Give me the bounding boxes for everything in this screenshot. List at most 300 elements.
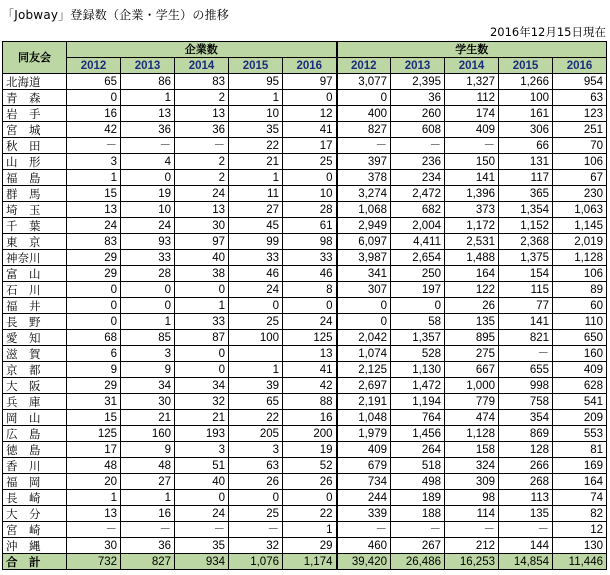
student-count-cell: 779 bbox=[445, 394, 499, 410]
page-title: 「Jobway」登録数（企業・学生）の推移 bbox=[2, 8, 229, 22]
total-label: 合 計 bbox=[3, 554, 67, 570]
student-count-cell: 36 bbox=[391, 90, 445, 106]
company-count-cell: 68 bbox=[67, 330, 121, 346]
student-count-cell: 821 bbox=[499, 330, 553, 346]
company-count-cell: － bbox=[121, 522, 175, 538]
table-row bbox=[3, 394, 607, 410]
year-header: 2015 bbox=[499, 58, 553, 74]
student-count-cell: 2,697 bbox=[337, 378, 391, 394]
student-count-cell: 81 bbox=[553, 442, 607, 458]
company-count-cell: 0 bbox=[175, 362, 229, 378]
student-count-cell: 341 bbox=[337, 266, 391, 282]
prefecture-cell: 宮 城 bbox=[3, 122, 67, 138]
student-count-cell: 123 bbox=[553, 106, 607, 122]
company-count-cell: 65 bbox=[67, 74, 121, 90]
student-count-cell: 373 bbox=[445, 202, 499, 218]
student-count-cell: 113 bbox=[499, 490, 553, 506]
year-header: 2012 bbox=[337, 58, 391, 74]
company-count-cell: － bbox=[121, 138, 175, 154]
company-count-cell: 34 bbox=[175, 378, 229, 394]
student-count-cell: 16,253 bbox=[445, 554, 499, 570]
student-count-cell: 498 bbox=[391, 474, 445, 490]
company-count-cell: 65 bbox=[229, 394, 283, 410]
company-count-cell: 27 bbox=[229, 202, 283, 218]
year-header: 2014 bbox=[175, 58, 229, 74]
student-count-cell: 135 bbox=[445, 314, 499, 330]
student-count-cell: 268 bbox=[499, 474, 553, 490]
prefecture-cell: 秋 田 bbox=[3, 138, 67, 154]
student-count-cell: 628 bbox=[553, 378, 607, 394]
student-count-cell: 409 bbox=[337, 442, 391, 458]
student-count-cell: 117 bbox=[499, 170, 553, 186]
company-count-cell: 2 bbox=[175, 90, 229, 106]
student-count-cell: 234 bbox=[391, 170, 445, 186]
company-count-cell: － bbox=[67, 522, 121, 538]
table-row bbox=[3, 330, 607, 346]
student-count-cell: 251 bbox=[553, 122, 607, 138]
student-count-cell: 827 bbox=[337, 122, 391, 138]
company-count-cell: 42 bbox=[67, 122, 121, 138]
company-count-cell: 32 bbox=[229, 538, 283, 554]
company-count-cell: － bbox=[229, 522, 283, 538]
company-count-cell: 1 bbox=[229, 362, 283, 378]
student-count-cell: 122 bbox=[445, 282, 499, 298]
student-count-cell: 2,531 bbox=[445, 234, 499, 250]
company-count-cell: － bbox=[175, 522, 229, 538]
year-header: 2012 bbox=[67, 58, 121, 74]
company-count-cell: 39 bbox=[229, 378, 283, 394]
company-count-cell: 88 bbox=[283, 394, 337, 410]
company-count-cell: 25 bbox=[283, 154, 337, 170]
prefecture-cell: 石 川 bbox=[3, 282, 67, 298]
prefecture-cell: 香 川 bbox=[3, 458, 67, 474]
company-count-cell: 36 bbox=[121, 538, 175, 554]
student-count-cell: 0 bbox=[391, 298, 445, 314]
student-count-cell: 131 bbox=[499, 154, 553, 170]
company-count-cell: 98 bbox=[283, 234, 337, 250]
student-count-cell: 1,396 bbox=[445, 186, 499, 202]
company-count-cell: 10 bbox=[229, 106, 283, 122]
company-count-cell: 13 bbox=[175, 202, 229, 218]
student-count-cell: 0 bbox=[337, 314, 391, 330]
company-count-cell: 27 bbox=[121, 474, 175, 490]
company-count-cell: 3 bbox=[67, 154, 121, 170]
table-row bbox=[3, 74, 607, 90]
student-count-cell: 1,488 bbox=[445, 250, 499, 266]
company-count-cell: 13 bbox=[67, 506, 121, 522]
company-count-cell: 19 bbox=[121, 186, 175, 202]
student-count-cell: 144 bbox=[499, 538, 553, 554]
student-count-cell: 655 bbox=[499, 362, 553, 378]
student-count-cell: 161 bbox=[499, 106, 553, 122]
student-count-cell: 3,274 bbox=[337, 186, 391, 202]
company-count-cell: 10 bbox=[121, 202, 175, 218]
prefecture-cell: 東 京 bbox=[3, 234, 67, 250]
company-count-cell: 85 bbox=[121, 330, 175, 346]
company-count-cell: 13 bbox=[175, 106, 229, 122]
student-count-cell: 164 bbox=[445, 266, 499, 282]
company-count-cell: 125 bbox=[283, 330, 337, 346]
company-count-cell bbox=[229, 346, 283, 362]
student-count-cell: 1,145 bbox=[553, 218, 607, 234]
company-count-cell: 32 bbox=[175, 394, 229, 410]
company-count-cell: 0 bbox=[229, 298, 283, 314]
company-count-cell: 10 bbox=[283, 186, 337, 202]
student-count-cell: 3,077 bbox=[337, 74, 391, 90]
company-count-cell: 63 bbox=[229, 458, 283, 474]
company-count-cell: 34 bbox=[121, 378, 175, 394]
student-count-cell: 474 bbox=[445, 410, 499, 426]
student-count-cell: 2,042 bbox=[337, 330, 391, 346]
corner-header: 同友会 bbox=[3, 42, 67, 74]
company-count-cell: 6 bbox=[67, 346, 121, 362]
student-count-cell: 378 bbox=[337, 170, 391, 186]
prefecture-cell: 群 馬 bbox=[3, 186, 67, 202]
student-count-cell: 115 bbox=[499, 282, 553, 298]
company-count-cell: 827 bbox=[121, 554, 175, 570]
table-row bbox=[3, 202, 607, 218]
company-count-cell: 125 bbox=[67, 426, 121, 442]
student-count-cell: 67 bbox=[553, 170, 607, 186]
company-count-cell: 87 bbox=[175, 330, 229, 346]
student-count-cell: 1,472 bbox=[391, 378, 445, 394]
student-count-cell: 1,456 bbox=[391, 426, 445, 442]
student-count-cell: 365 bbox=[499, 186, 553, 202]
company-count-cell: 25 bbox=[229, 314, 283, 330]
student-count-cell: 650 bbox=[553, 330, 607, 346]
student-count-cell: － bbox=[391, 522, 445, 538]
student-count-cell: 4,411 bbox=[391, 234, 445, 250]
student-count-cell: 135 bbox=[499, 506, 553, 522]
student-count-cell: 11,446 bbox=[553, 554, 607, 570]
table-row bbox=[3, 106, 607, 122]
prefecture-cell: 千 葉 bbox=[3, 218, 67, 234]
company-count-cell: 86 bbox=[121, 74, 175, 90]
year-header: 2013 bbox=[391, 58, 445, 74]
company-count-cell: 0 bbox=[175, 490, 229, 506]
company-count-cell: 46 bbox=[283, 266, 337, 282]
company-count-cell: 0 bbox=[283, 298, 337, 314]
prefecture-cell: 神奈川 bbox=[3, 250, 67, 266]
table-row bbox=[3, 474, 607, 490]
company-count-cell: 35 bbox=[175, 538, 229, 554]
as-of-date: 2016年12月15日現在 bbox=[489, 25, 606, 39]
student-count-cell: 895 bbox=[445, 330, 499, 346]
student-count-cell: 164 bbox=[553, 474, 607, 490]
student-count-cell: 2,125 bbox=[337, 362, 391, 378]
student-count-cell: 869 bbox=[499, 426, 553, 442]
student-count-cell: 275 bbox=[445, 346, 499, 362]
company-count-cell: 46 bbox=[229, 266, 283, 282]
student-count-cell: 2,019 bbox=[553, 234, 607, 250]
student-count-cell: 112 bbox=[445, 90, 499, 106]
student-count-cell: 528 bbox=[391, 346, 445, 362]
student-count-cell: － bbox=[499, 522, 553, 538]
student-count-cell: 2,472 bbox=[391, 186, 445, 202]
company-count-cell: 9 bbox=[67, 362, 121, 378]
company-count-cell: 40 bbox=[175, 250, 229, 266]
prefecture-cell: 徳 島 bbox=[3, 442, 67, 458]
company-count-cell: 17 bbox=[67, 442, 121, 458]
company-count-cell: 1 bbox=[67, 170, 121, 186]
company-count-cell: 24 bbox=[175, 186, 229, 202]
student-count-cell: 306 bbox=[499, 122, 553, 138]
student-count-cell: 39,420 bbox=[337, 554, 391, 570]
company-count-cell: 0 bbox=[67, 314, 121, 330]
prefecture-cell: 福 岡 bbox=[3, 474, 67, 490]
company-count-cell: 29 bbox=[67, 250, 121, 266]
student-count-cell: 100 bbox=[499, 90, 553, 106]
company-count-cell: 732 bbox=[67, 554, 121, 570]
company-count-cell: 3 bbox=[175, 442, 229, 458]
company-count-cell: 24 bbox=[175, 506, 229, 522]
student-count-cell: 12 bbox=[553, 522, 607, 538]
prefecture-cell: 岡 山 bbox=[3, 410, 67, 426]
student-count-cell: 26 bbox=[445, 298, 499, 314]
student-count-cell: 460 bbox=[337, 538, 391, 554]
company-count-cell: 22 bbox=[229, 138, 283, 154]
company-count-cell: 16 bbox=[283, 410, 337, 426]
student-count-cell: 236 bbox=[391, 154, 445, 170]
prefecture-cell: 富 山 bbox=[3, 266, 67, 282]
company-count-cell: 26 bbox=[229, 474, 283, 490]
student-count-cell: 679 bbox=[337, 458, 391, 474]
student-count-cell: 0 bbox=[337, 90, 391, 106]
student-count-cell: 141 bbox=[445, 170, 499, 186]
student-count-cell: 409 bbox=[445, 122, 499, 138]
company-count-cell: 30 bbox=[121, 394, 175, 410]
table-row bbox=[3, 154, 607, 170]
student-count-cell: 1,327 bbox=[445, 74, 499, 90]
company-count-cell: 99 bbox=[229, 234, 283, 250]
company-count-cell: 45 bbox=[229, 218, 283, 234]
student-count-cell: 553 bbox=[553, 426, 607, 442]
company-count-cell: 3 bbox=[121, 346, 175, 362]
student-count-cell: 77 bbox=[499, 298, 553, 314]
company-count-cell: 28 bbox=[283, 202, 337, 218]
company-count-cell: 0 bbox=[283, 170, 337, 186]
year-header: 2016 bbox=[553, 58, 607, 74]
company-count-cell: 97 bbox=[283, 74, 337, 90]
student-count-cell: 128 bbox=[499, 442, 553, 458]
company-count-cell: 1 bbox=[229, 170, 283, 186]
student-count-cell: 70 bbox=[553, 138, 607, 154]
student-count-cell: 998 bbox=[499, 378, 553, 394]
student-count-cell: 58 bbox=[391, 314, 445, 330]
company-count-cell: 1 bbox=[229, 90, 283, 106]
company-count-cell: 2 bbox=[175, 154, 229, 170]
student-count-cell: 174 bbox=[445, 106, 499, 122]
company-count-cell: 13 bbox=[67, 202, 121, 218]
company-count-cell: 40 bbox=[175, 474, 229, 490]
student-count-cell: 307 bbox=[337, 282, 391, 298]
table-row bbox=[3, 282, 607, 298]
table-row bbox=[3, 346, 607, 362]
company-count-cell: 38 bbox=[175, 266, 229, 282]
company-count-cell: 1 bbox=[283, 522, 337, 538]
prefecture-cell: 山 形 bbox=[3, 154, 67, 170]
company-count-cell: 0 bbox=[283, 90, 337, 106]
student-count-cell: 1,000 bbox=[445, 378, 499, 394]
company-count-cell: 16 bbox=[67, 106, 121, 122]
company-count-cell: 12 bbox=[283, 106, 337, 122]
company-count-cell: 1 bbox=[67, 490, 121, 506]
table-row bbox=[3, 410, 607, 426]
student-count-cell: 158 bbox=[445, 442, 499, 458]
company-count-cell: 52 bbox=[283, 458, 337, 474]
company-count-cell: 4 bbox=[121, 154, 175, 170]
company-count-cell: 42 bbox=[283, 378, 337, 394]
company-count-cell: 83 bbox=[175, 74, 229, 90]
company-count-cell: 24 bbox=[283, 314, 337, 330]
student-count-cell: 2,395 bbox=[391, 74, 445, 90]
student-count-cell: 189 bbox=[391, 490, 445, 506]
student-count-cell: － bbox=[445, 138, 499, 154]
table-row bbox=[3, 490, 607, 506]
table-row bbox=[3, 362, 607, 378]
company-count-cell: 0 bbox=[175, 346, 229, 362]
total-row bbox=[3, 554, 607, 570]
company-count-cell: 36 bbox=[175, 122, 229, 138]
company-count-cell: 25 bbox=[229, 506, 283, 522]
table-row bbox=[3, 138, 607, 154]
student-count-cell: 1,979 bbox=[337, 426, 391, 442]
student-count-cell: 169 bbox=[553, 458, 607, 474]
student-count-cell: 2,949 bbox=[337, 218, 391, 234]
prefecture-cell: 福 島 bbox=[3, 170, 67, 186]
company-count-cell: 28 bbox=[121, 266, 175, 282]
student-count-cell: 244 bbox=[337, 490, 391, 506]
prefecture-cell: 埼 玉 bbox=[3, 202, 67, 218]
student-count-cell: 130 bbox=[553, 538, 607, 554]
company-count-cell: 1 bbox=[175, 298, 229, 314]
company-count-cell: 1 bbox=[121, 314, 175, 330]
table-row bbox=[3, 538, 607, 554]
student-count-cell: 1,128 bbox=[553, 250, 607, 266]
student-count-cell: 212 bbox=[445, 538, 499, 554]
company-count-cell: 0 bbox=[121, 298, 175, 314]
company-count-cell: 22 bbox=[229, 410, 283, 426]
student-count-cell: 98 bbox=[445, 490, 499, 506]
student-count-cell: － bbox=[499, 346, 553, 362]
company-count-cell: 3 bbox=[229, 442, 283, 458]
company-count-cell: 160 bbox=[121, 426, 175, 442]
table-row bbox=[3, 218, 607, 234]
student-count-cell: 160 bbox=[553, 346, 607, 362]
year-header: 2015 bbox=[229, 58, 283, 74]
student-count-cell: － bbox=[445, 522, 499, 538]
table-row bbox=[3, 458, 607, 474]
student-count-cell: 2,654 bbox=[391, 250, 445, 266]
student-count-cell: 6,097 bbox=[337, 234, 391, 250]
student-count-cell: 324 bbox=[445, 458, 499, 474]
student-count-cell: 150 bbox=[445, 154, 499, 170]
student-count-cell: 397 bbox=[337, 154, 391, 170]
student-count-cell: 1,194 bbox=[391, 394, 445, 410]
company-count-cell: 1,174 bbox=[283, 554, 337, 570]
company-count-cell: 48 bbox=[121, 458, 175, 474]
prefecture-cell: 愛 知 bbox=[3, 330, 67, 346]
company-count-cell: 93 bbox=[121, 234, 175, 250]
company-count-cell: 934 bbox=[175, 554, 229, 570]
prefecture-cell: 京 都 bbox=[3, 362, 67, 378]
company-count-cell: 200 bbox=[283, 426, 337, 442]
company-count-cell: 33 bbox=[121, 250, 175, 266]
company-count-cell: 19 bbox=[283, 442, 337, 458]
company-count-cell: 24 bbox=[67, 218, 121, 234]
company-count-cell: 11 bbox=[229, 186, 283, 202]
table-row bbox=[3, 90, 607, 106]
table-row bbox=[3, 170, 607, 186]
student-count-cell: 1,130 bbox=[391, 362, 445, 378]
student-count-cell: 2,368 bbox=[499, 234, 553, 250]
company-count-cell: 35 bbox=[229, 122, 283, 138]
student-count-cell: 400 bbox=[337, 106, 391, 122]
year-header: 2016 bbox=[283, 58, 337, 74]
student-group-header: 学生数 bbox=[337, 42, 607, 58]
company-count-cell: 33 bbox=[229, 250, 283, 266]
student-count-cell: 1,152 bbox=[499, 218, 553, 234]
prefecture-cell: 長 崎 bbox=[3, 490, 67, 506]
prefecture-cell: 兵 庫 bbox=[3, 394, 67, 410]
company-count-cell: 13 bbox=[121, 106, 175, 122]
student-count-cell: 954 bbox=[553, 74, 607, 90]
student-count-cell: － bbox=[337, 522, 391, 538]
company-count-cell: 0 bbox=[121, 282, 175, 298]
year-header: 2013 bbox=[121, 58, 175, 74]
table-row bbox=[3, 506, 607, 522]
student-count-cell: 667 bbox=[445, 362, 499, 378]
student-count-cell: 154 bbox=[499, 266, 553, 282]
company-count-cell: 205 bbox=[229, 426, 283, 442]
student-count-cell: 764 bbox=[391, 410, 445, 426]
company-count-cell: 21 bbox=[175, 410, 229, 426]
table-row bbox=[3, 426, 607, 442]
company-count-cell: 0 bbox=[121, 170, 175, 186]
company-count-cell: 0 bbox=[67, 282, 121, 298]
student-count-cell: 2,191 bbox=[337, 394, 391, 410]
prefecture-cell: 岩 手 bbox=[3, 106, 67, 122]
student-count-cell: 1,074 bbox=[337, 346, 391, 362]
company-count-cell: 100 bbox=[229, 330, 283, 346]
company-count-cell: 21 bbox=[121, 410, 175, 426]
prefecture-cell: 長 野 bbox=[3, 314, 67, 330]
prefecture-cell: 大 阪 bbox=[3, 378, 67, 394]
company-count-cell: 36 bbox=[121, 122, 175, 138]
table-row bbox=[3, 250, 607, 266]
company-count-cell: 97 bbox=[175, 234, 229, 250]
company-count-cell: 15 bbox=[67, 186, 121, 202]
student-count-cell: 114 bbox=[445, 506, 499, 522]
student-count-cell: 1,048 bbox=[337, 410, 391, 426]
student-count-cell: 518 bbox=[391, 458, 445, 474]
student-count-cell: 197 bbox=[391, 282, 445, 298]
student-count-cell: 14,854 bbox=[499, 554, 553, 570]
prefecture-cell: 宮 崎 bbox=[3, 522, 67, 538]
company-count-cell: 16 bbox=[121, 506, 175, 522]
company-count-cell: 20 bbox=[67, 474, 121, 490]
company-count-cell: 41 bbox=[283, 122, 337, 138]
company-count-cell: 24 bbox=[121, 218, 175, 234]
year-header: 2014 bbox=[445, 58, 499, 74]
prefecture-cell: 福 井 bbox=[3, 298, 67, 314]
student-count-cell: 1,266 bbox=[499, 74, 553, 90]
company-count-cell: 61 bbox=[283, 218, 337, 234]
student-count-cell: 230 bbox=[553, 186, 607, 202]
student-count-cell: 141 bbox=[499, 314, 553, 330]
prefecture-cell: 広 島 bbox=[3, 426, 67, 442]
table-body bbox=[3, 74, 607, 570]
